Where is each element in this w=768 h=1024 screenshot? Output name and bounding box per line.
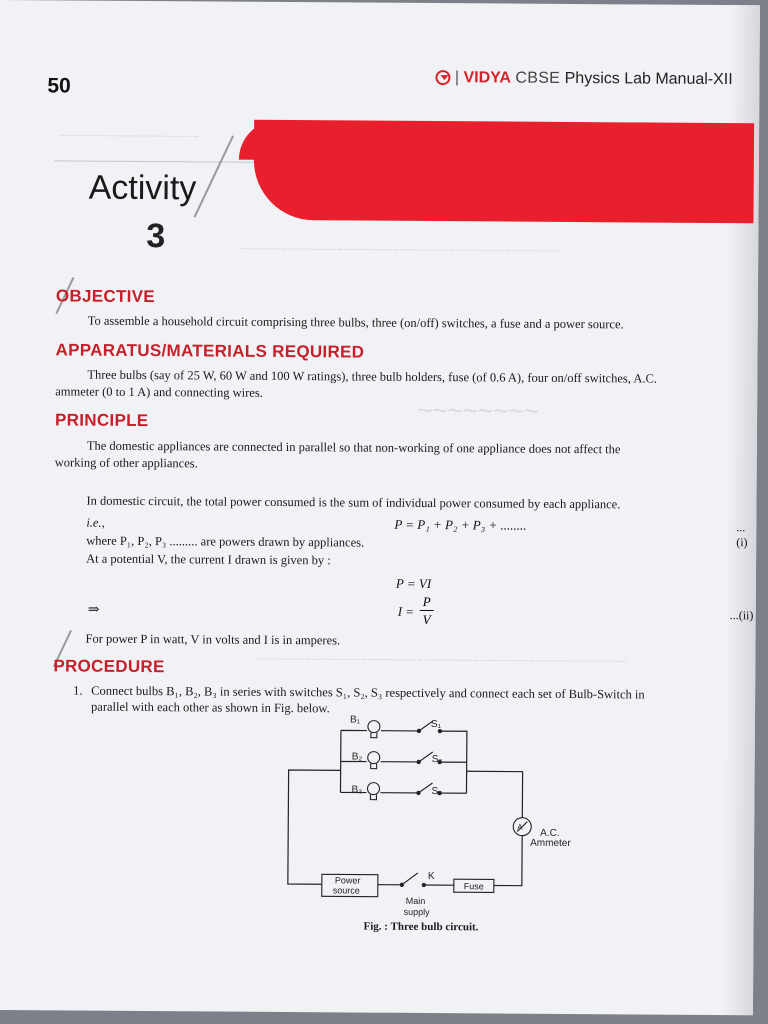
activity-number: 3 [146,217,166,256]
bulb-b2-icon [368,752,380,764]
header-title: Physics Lab Manual-XII [564,69,733,89]
show-through-text: ~~~~~~~~~~~~~~~~~~~~ [59,128,200,144]
apparatus-line-2: ammeter (0 to 1 A) and connecting wires. [55,384,263,400]
label-power: Power [334,875,361,886]
current-intro: At a potential V, the current I drawn is given by : [86,551,331,568]
units-note: For power P in watt, V in volts and I is in amperes. [85,631,341,648]
bulb-b1-icon [368,721,380,733]
principle-heading: PRINCIPLE [55,410,149,431]
step-1-line-1: Connect bulbs B₁, B₂, B₃ in series with switches S₁, S₂, S₃ respectively and connect each set of Bulb-Switch in [91,683,645,702]
step-1-line-2: parallel with each other as shown in Fig. below. [91,699,330,716]
page-number: 50 [47,74,71,98]
equation-2: P = VI [395,575,432,592]
label-s1: S₁ [430,719,442,731]
equation-3-numerator: P [422,593,431,610]
step-1-number: 1. [73,683,83,698]
label-source: source [332,885,360,896]
equation-1-number: ...(i) [736,520,748,550]
label-b1: B₁ [349,714,361,726]
figure-caption-prefix: Fig. : [363,920,389,933]
show-through-text: ~~~~~~~~ [417,394,539,426]
label-s2: S₂ [431,754,443,766]
bulb-b3-icon [367,783,379,795]
label-b3: B₃ [351,784,363,796]
figure-caption [363,921,478,934]
objective-text: To assemble a household circuit comprising three bulbs, three (on/off) switches, a fuse and a power source. [87,313,624,332]
label-switch-k: K [427,871,435,883]
equation-2-number: ...(ii) [729,608,754,623]
equation-1: P = P₁ + P₂ + P₃ + ........ [394,516,527,533]
equation-3-denominator: V [422,611,431,628]
label-fuse: Fuse [463,881,484,892]
equation-3-lhs: I = [397,603,415,619]
label-ammeter-symbol: A [517,822,523,832]
label-ammeter: Ammeter [530,837,571,850]
principle-line-2: working of other appliances. [54,455,198,471]
principle-line-1: The domestic appliances are connected in parallel so that non-working of one appliance does not affect the [86,438,621,457]
figure-caption-text: Three bulb circuit. [390,920,479,934]
header-series: CBSE [515,69,561,87]
activity-label: Activity [88,168,197,208]
ie-label: i.e., [86,515,105,530]
show-through-text: ~~~~~~~~~~~~~~~~~~~~~~~~~~~~~~~~~~~~~~~~~~~~~~ [238,241,561,258]
label-ac: A.C. [540,827,560,839]
implies-symbol: ⇒ [87,602,100,618]
header-brand: VIDYA [463,69,512,87]
label-supply: supply [403,906,430,918]
procedure-heading: PROCEDURE [53,656,165,677]
apparatus-line-1: Three bulbs (say of 25 W, 60 W and 100 W ratings), three bulb holders, fuse (of 0.6 A), four on/off switches, A.C. [87,367,658,386]
label-main: Main [405,895,426,906]
label-s3: S₃ [431,786,443,798]
show-through-text: ~~~~~~~~~~~~~~~~~~~~~~~~~~~~~~~~~~~~~~~~~~~~~~~~~~~~~ [255,651,627,669]
principle-power-sum: In domestic circuit, the total power consumed is the sum of individual power consumed by each appliance. [86,493,621,512]
powers-where: where P₁, P₂, P₃ ......... are powers drawn by appliances. [86,533,365,550]
apparatus-heading: APPARATUS/MATERIALS REQUIRED [55,340,365,362]
running-header: | VIDYA CBSE Physics Lab Manual-XII [435,69,732,89]
label-b2: B₂ [351,751,363,763]
objective-heading: OBJECTIVE [55,286,156,307]
